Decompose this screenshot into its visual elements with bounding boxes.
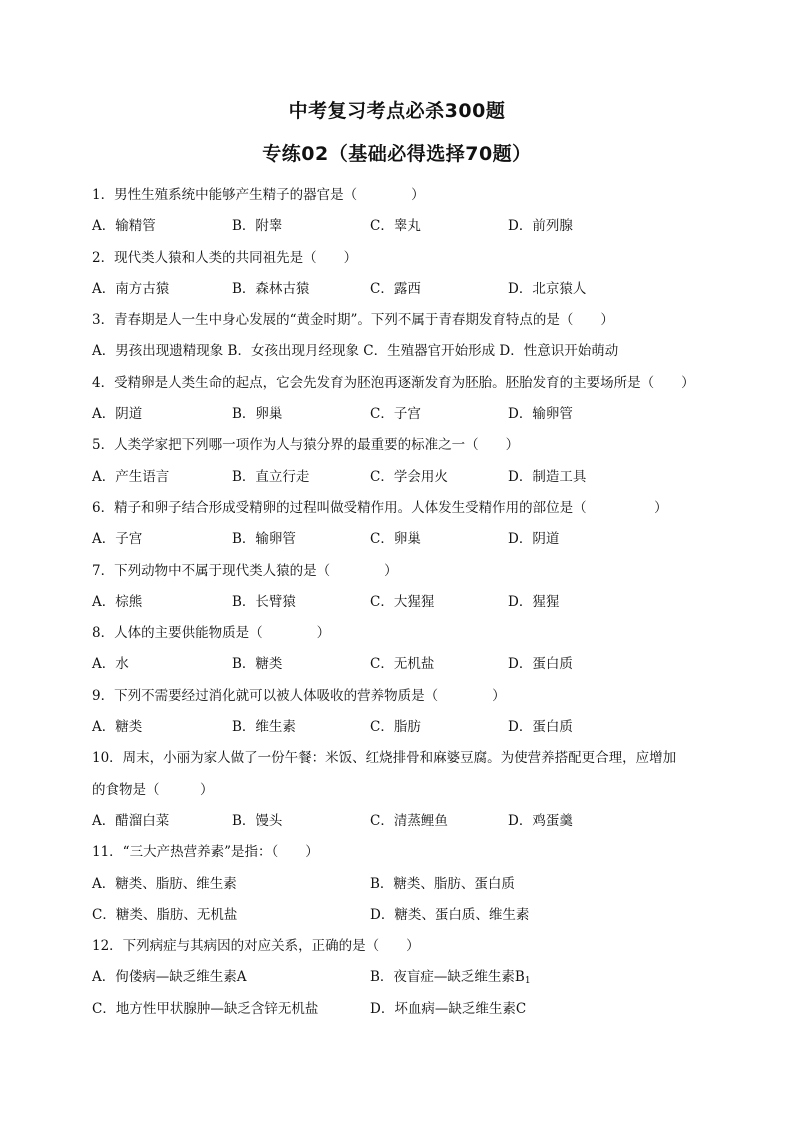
answer-option: D．坏血病—缺乏维生素C [370,1000,527,1017]
options-row [92,211,712,242]
question-stem: 5．人类学家把下列哪一项作为人与猿分界的最重要的标准之一（ ） [92,437,520,454]
answer-option: B．糖类、脂肪、蛋白质 [370,875,515,892]
answer-option: D．北京猿人 [508,280,587,297]
answer-option: A．水 [92,656,129,673]
answer-option: C．子宫 [370,406,421,423]
answer-option: D．猩猩 [508,593,560,610]
options-row [92,649,712,680]
options-row [92,806,712,837]
answer-option: C．清蒸鲤鱼 [370,812,448,829]
options-row [92,994,712,1025]
answer-option: D．蛋白质 [508,719,573,736]
options-row [92,336,712,367]
answer-option: C．睾丸 [370,218,421,235]
answer-option: D．输卵管 [508,406,573,423]
options-row [92,462,712,493]
answer-option: D．蛋白质 [508,656,573,673]
answer-option: A．佝偻病—缺乏维生素A [92,969,247,986]
document-subtitle: 专练02（基础必得选择70题） [262,143,532,165]
options-row [92,900,712,931]
answer-option: B．附睾 [232,218,283,235]
answer-option: C．生殖器官开始形成 [363,343,500,360]
options-row [92,869,712,900]
answer-option: D．性意识开始萌动 [499,343,619,360]
question-stem-continued: 的食物是（ ） [92,781,214,798]
answer-option: C．卵巢 [370,531,421,548]
answer-option: B．糖类 [232,656,283,673]
answer-option: C．露西 [370,280,421,297]
question-stem: 7．下列动物中不属于现代类人猿的是（ ） [92,562,398,579]
answer-option: B．直立行走 [232,468,310,485]
answer-option: A．糖类 [92,719,143,736]
question-stem: 3．青春期是人一生中身心发展的“黄金时期”。下列不属于青春期发育特点的是（ ） [92,312,614,329]
answer-option: A．产生语言 [92,468,170,485]
answer-option: C．无机盐 [370,656,435,673]
answer-option: B．输卵管 [232,531,296,548]
answer-option: A．糖类、脂肪、维生素 [92,875,237,892]
answer-option: D．糖类、蛋白质、维生素 [370,906,530,923]
answer-option: A．南方古猿 [92,280,170,297]
question-stem: 11．“三大产热营养素”是指：（ ） [92,844,319,861]
question-stem: 2．现代类人猿和人类的共同祖先是（ ） [92,249,358,266]
answer-option: C．大猩猩 [370,593,435,610]
document-title: 中考复习考点必杀300题 [288,100,506,122]
answer-option: B．夜盲症—缺乏维生素$B_1$ [370,969,531,987]
question-stem: 1．男性生殖系统中能够产生精子的器官是（ ） [92,187,425,203]
answer-option: B．女孩出现月经现象 [227,343,364,360]
answer-option: D．制造工具 [508,468,587,485]
options-row [92,524,712,555]
answer-option: A．输精管 [92,218,156,235]
answer-option: A．醋溜白菜 [92,812,170,829]
answer-option: A．阴道 [92,406,143,423]
question-stem: 8．人体的主要供能物质是（ ） [92,625,331,642]
answer-option: A．棕熊 [92,593,143,610]
answer-option: B．卵巢 [232,406,283,423]
answer-option: B．维生素 [232,719,296,736]
question-list [92,180,712,1025]
answer-option: B．森林古猿 [232,280,310,297]
options-row [92,962,712,993]
answer-option: A．子宫 [92,531,143,548]
question-stem: 12．下列病症与其病因的对应关系，正确的是（ ） [92,938,420,955]
answer-option: C．脂肪 [370,719,421,736]
answer-option: C．地方性甲状腺肿—缺乏含锌无机盐 [92,1000,319,1017]
answer-option: D．鸡蛋羹 [508,812,573,829]
question-stem: 10．周末，小丽为家人做了一份午餐：米饭、红烧排骨和麻婆豆腐。为使营养搭配更合理，应增加 [92,750,677,767]
answer-option: A．男孩出现遗精现象 [92,343,228,360]
answer-option: B．馒头 [232,812,283,829]
options-row [92,274,712,305]
question-stem: 9．下列不需要经过消化就可以被人体吸收的营养物质是（ ） [92,687,506,704]
answer-option: D．前列腺 [508,218,573,235]
question-stem: 6．精子和卵子结合形成受精卵的过程叫做受精作用。人体发生受精作用的部位是（ ） [92,499,668,516]
question-stem: 4．受精卵是人类生命的起点，它会先发育为胚泡再逐渐发育为胚胎。胚胎发育的主要场所是（ ） [92,374,695,391]
answer-option: D．阴道 [508,531,560,548]
answer-option: C．糖类、脂肪、无机盐 [92,906,238,923]
options-row [92,399,712,430]
answer-option: C．学会用火 [370,468,448,485]
options-row [92,587,712,618]
options-row [92,712,712,743]
answer-option: B．长臂猿 [232,593,296,610]
